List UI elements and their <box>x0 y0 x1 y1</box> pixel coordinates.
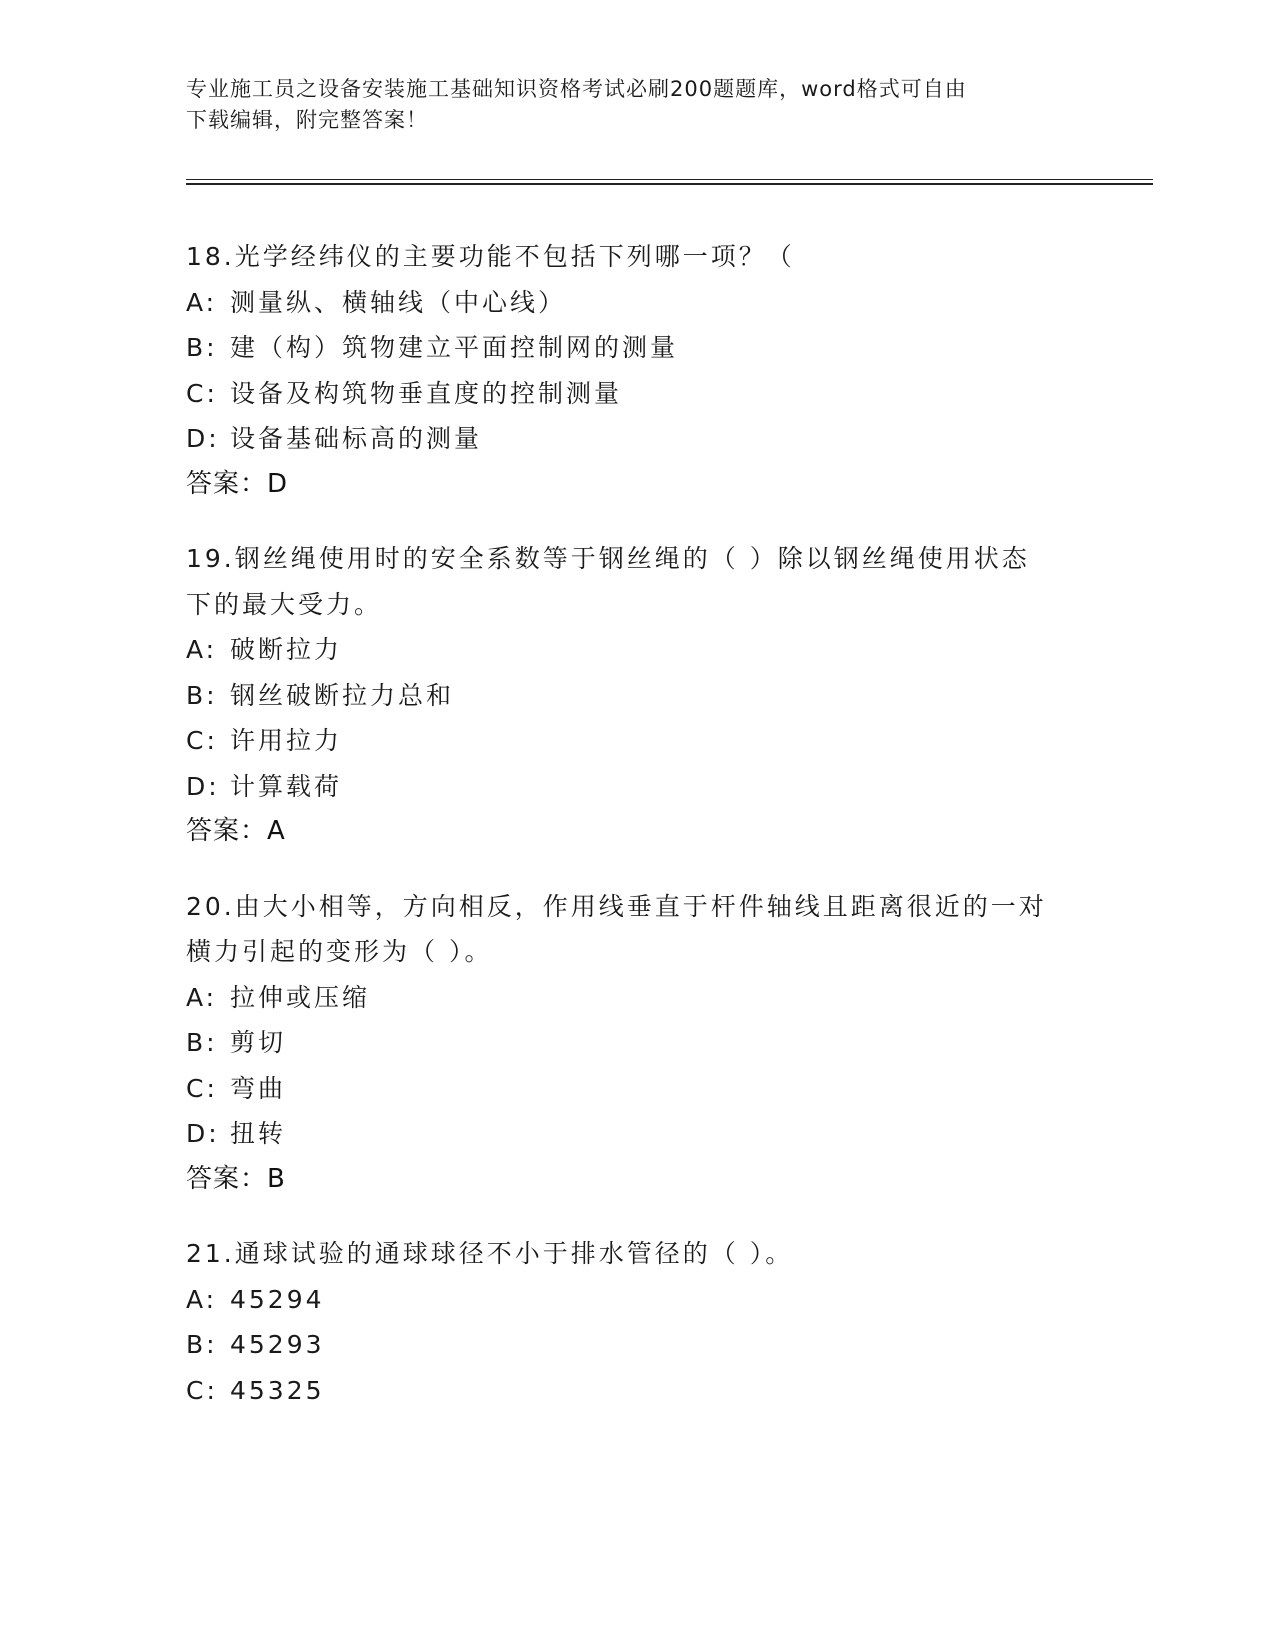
option-row <box>186 371 1086 417</box>
option-row <box>186 280 1086 326</box>
question-block <box>186 884 1086 1203</box>
option-row <box>186 975 1086 1021</box>
header-divider-thin <box>186 179 1153 180</box>
option-text: 钢丝破断拉力总和 <box>230 680 455 710</box>
question-block <box>186 234 1086 507</box>
header-line-2: 下载编辑，附完整答案！ <box>186 108 428 132</box>
header-divider-thick <box>186 183 1153 185</box>
option-letter: B: <box>186 1028 218 1057</box>
question-stem-line: 18.光学经纬仪的主要功能不包括下列哪一项？（ <box>186 242 795 271</box>
option-row <box>186 325 1086 371</box>
option-text: 破断拉力 <box>230 635 343 664</box>
option-text: 设备基础标高的测量 <box>230 424 483 453</box>
answer-line: 答案：D <box>186 468 289 499</box>
answer-line: 答案：A <box>186 816 286 846</box>
option-text: 扭转 <box>230 1119 287 1148</box>
answer-line: 答案：B <box>186 1163 286 1194</box>
option-letter: A: <box>186 1284 218 1314</box>
option-letter: A: <box>186 982 218 1012</box>
option-letter: C: <box>186 726 218 755</box>
option-row <box>186 1111 1086 1157</box>
header-line-1: 专业施工员之设备安装施工基础知识资格考试必刷200题题库，word格式可自由 <box>186 77 967 101</box>
option-row <box>186 416 1086 462</box>
document-header <box>186 74 1066 136</box>
option-letter: C: <box>186 1375 218 1405</box>
option-text: 45294 <box>230 1284 325 1314</box>
question-block <box>186 1231 1086 1413</box>
question-list <box>186 234 1086 1442</box>
question-stem-line: 横力引起的变形为（ ）。 <box>186 937 493 966</box>
option-text: 建（构）筑物建立平面控制网的测量 <box>230 333 679 362</box>
option-text: 许用拉力 <box>230 726 343 755</box>
option-row <box>186 1277 1086 1323</box>
question-stem-line: 21.通球试验的通球球径不小于排水管径的（ ）。 <box>186 1239 794 1268</box>
option-text: 剪切 <box>230 1028 287 1057</box>
question-stem-line: 下的最大受力。 <box>186 589 383 619</box>
option-letter: D: <box>186 1119 220 1148</box>
option-letter: D: <box>186 771 220 801</box>
option-text: 45293 <box>230 1330 325 1359</box>
option-letter: A: <box>186 287 218 317</box>
option-letter: C: <box>186 1073 218 1103</box>
option-text: 设备及构筑物垂直度的控制测量 <box>230 378 623 408</box>
option-text: 拉伸或压缩 <box>230 982 371 1012</box>
question-stem-line: 20.由大小相等，方向相反，作用线垂直于杆件轴线且距离很近的一对 <box>186 891 1047 921</box>
option-row <box>186 1020 1086 1066</box>
option-row <box>186 718 1086 764</box>
option-row <box>186 764 1086 810</box>
option-text: 45325 <box>230 1375 325 1405</box>
option-letter: B: <box>186 680 218 710</box>
option-letter: B: <box>186 1330 218 1359</box>
option-row <box>186 1066 1086 1112</box>
option-text: 测量纵、横轴线（中心线） <box>230 287 567 317</box>
option-text: 弯曲 <box>230 1073 287 1103</box>
option-row <box>186 1322 1086 1368</box>
question-block <box>186 536 1086 855</box>
option-row <box>186 627 1086 673</box>
question-stem-line: 19.钢丝绳使用时的安全系数等于钢丝绳的（ ）除以钢丝绳使用状态 <box>186 544 1030 573</box>
option-letter: D: <box>186 424 220 453</box>
option-letter: B: <box>186 333 218 362</box>
option-text: 计算载荷 <box>230 771 343 801</box>
option-letter: C: <box>186 378 218 408</box>
option-row <box>186 673 1086 719</box>
option-row <box>186 1368 1086 1414</box>
option-letter: A: <box>186 635 218 664</box>
